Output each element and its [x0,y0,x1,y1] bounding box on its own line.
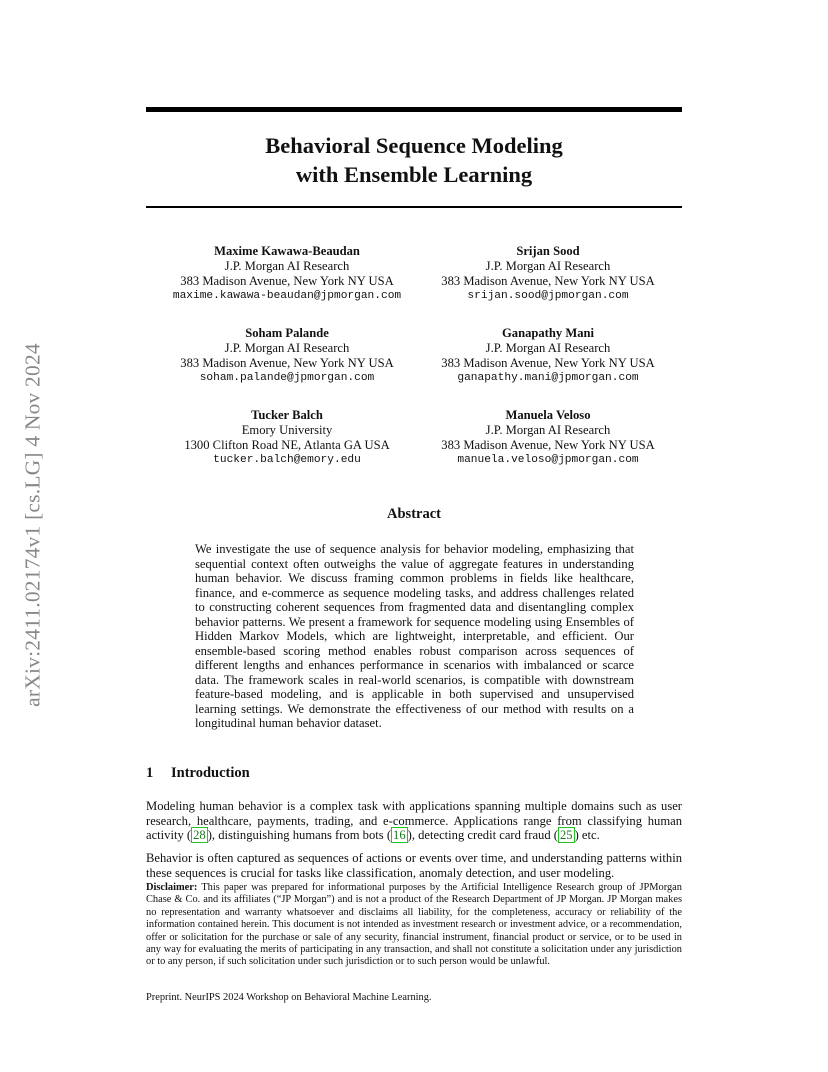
section-number: 1 [146,765,154,781]
citation-link[interactable] [558,827,575,843]
author-affiliation: J.P. Morgan AI Research [485,423,611,437]
author-address: 383 Madison Avenue, New York NY USA [180,356,394,370]
preprint-note: Preprint. NeurIPS 2024 Workshop on Behavioral Machine Learning. [146,992,432,1003]
abstract-heading: Abstract [387,506,441,522]
author-address: 383 Madison Avenue, New York NY USA [441,356,655,370]
citation-link[interactable] [191,827,208,843]
author-name: Ganapathy Mani [501,326,595,340]
author-address: 1300 Clifton Road NE, Atlanta GA USA [184,438,390,452]
author-affiliation: Emory University [241,423,333,437]
disclaimer-text: This paper was prepared for informational purposes by the Artificial Intelligence Research group of JPMorgan Chase & Co. and its affiliates (“JP Morgan”) and is not a product of the Research Department of JP Morgan. JP Morgan makes no representation and warranty whatsoever and disclaims all liability, for the completeness, accuracy or reliability of the information contained herein. This document is not intended as investment research or investment advice, or a recommendation, offer or solicitation for the purchase or sale of any security, financial instrument, financial product or service, or to be used in any way for evaluating the merits of participating in any transaction, and shall not constitute a solicitation under any jurisdiction or to any person, if such solicitation under such jurisdiction or to such person would be unlawful. [146,882,682,968]
author-block [413,408,683,468]
section-title: Introduction [171,765,250,781]
author-email[interactable]: maxime.kawawa-beaudan@jpmorgan.com [172,290,402,302]
author-block [152,408,422,468]
author-block [152,244,422,304]
author-name: Maxime Kawawa-Beaudan [214,244,360,258]
author-block [413,244,683,304]
author-email[interactable]: soham.palande@jpmorgan.com [199,372,375,384]
author-email[interactable]: ganapathy.mani@jpmorgan.com [457,372,639,384]
intro-paragraph-2: Behavior is often captured as sequences of actions or events over time, and understanding patterns within these sequences is crucial for tasks like classification, anomaly detection, and user modeling. [146,851,682,880]
paragraph-text: Modeling human behavior is a complex task with applications spanning multiple domains such as user research, healthcare, payments, trading, and e-commerce. Applications range from classifying human activity ( [146,799,682,842]
abstract-text: We investigate the use of sequence analysis for behavior modeling, emphasizing that sequential context often outweighs the value of aggregate features in understanding human behavior. We discuss framing common problems in fields like healthcare, finance, and e-commerce as sequence modeling tasks, and address challenges related to constructing coherent sequences from fragmented data and disentangling complex behavior patterns. We present a framework for sequence modeling using Ensembles of Hidden Markov Models, which are lightweight, interpretable, and efficient. Our ensemble-based scoring method enables robust comparison across sequences of different lengths and enhances performance in scenarios with imbalanced or scarce data. The framework scales in real-world scenarios, is compatible with downstream feature-based modeling, and is applicable in both supervised and unsupervised learning settings. We demonstrate the effectiveness of our method with results on a longitudinal human behavior dataset. [195,542,634,730]
arxiv-identifier-text: arXiv:2411.02174v1 [cs.LG] 4 Nov 2024 [20,343,45,707]
author-address: 383 Madison Avenue, New York NY USA [180,274,394,288]
title-bottom-rule [146,206,682,208]
arxiv-identifier [16,290,50,760]
section-heading [146,765,250,782]
author-affiliation: J.P. Morgan AI Research [224,341,350,355]
paragraph-text: ) etc. [574,828,600,842]
author-block [152,326,422,386]
author-email[interactable]: tucker.balch@emory.edu [213,454,361,466]
citation-number[interactable]: 25 [559,828,573,842]
title-top-rule [146,107,682,112]
citation-number[interactable]: 28 [193,828,206,842]
paragraph-text: ), detecting credit card fraud ( [407,828,558,842]
author-name: Tucker Balch [251,408,323,422]
title-line-1: Behavioral Sequence Modeling [265,133,563,158]
citation-link[interactable] [391,827,408,843]
citation-number[interactable]: 16 [393,828,406,842]
title-line-2: with Ensemble Learning [295,162,533,187]
author-address: 383 Madison Avenue, New York NY USA [441,274,655,288]
author-block [413,326,683,386]
intro-paragraph-1 [146,799,682,843]
paper-title [146,131,682,189]
disclaimer-label: Disclaimer: [146,882,198,893]
author-name: Manuela Veloso [505,408,591,422]
disclaimer-footnote [146,882,682,969]
author-name: Soham Palande [245,326,329,340]
author-email[interactable]: srijan.sood@jpmorgan.com [467,290,629,302]
author-name: Srijan Sood [516,244,580,258]
author-affiliation: J.P. Morgan AI Research [224,259,350,273]
author-affiliation: J.P. Morgan AI Research [485,341,611,355]
paragraph-text: ), distinguishing humans from bots ( [207,828,392,842]
author-affiliation: J.P. Morgan AI Research [485,259,611,273]
author-address: 383 Madison Avenue, New York NY USA [441,438,655,452]
author-email[interactable]: manuela.veloso@jpmorgan.com [457,454,639,466]
